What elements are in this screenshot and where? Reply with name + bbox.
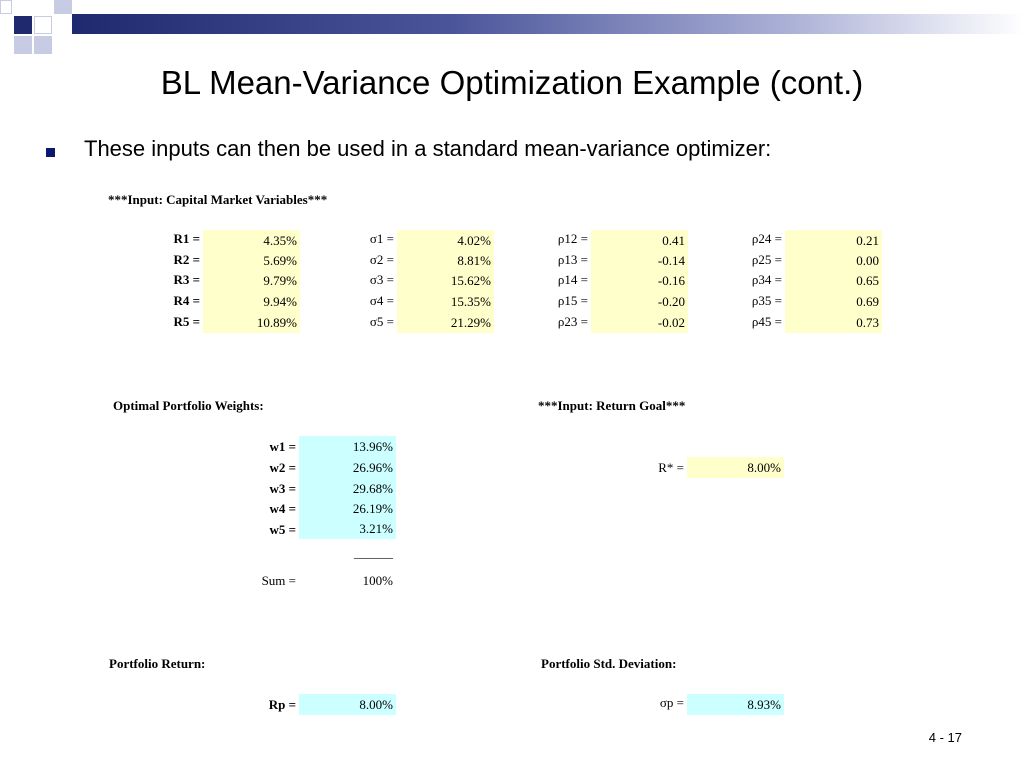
sum-label: Sum = bbox=[261, 573, 296, 588]
return-label: R5 = bbox=[173, 314, 200, 329]
weight-label: w4 = bbox=[269, 501, 296, 516]
return-label: R1 = bbox=[173, 231, 200, 246]
return-value: 9.94% bbox=[203, 291, 300, 312]
weight-value: 29.68% bbox=[299, 478, 396, 499]
slide-title: BL Mean-Variance Optimization Example (cont.) bbox=[160, 64, 864, 101]
weights-heading: Optimal Portfolio Weights: bbox=[113, 398, 264, 413]
rho-label: ρ45 = bbox=[751, 314, 782, 329]
sigma-value: 15.62% bbox=[397, 270, 494, 291]
rho-label: ρ34 = bbox=[751, 272, 782, 287]
rho-value: 0.41 bbox=[591, 230, 688, 251]
rho-value: -0.20 bbox=[591, 291, 688, 312]
portfolio-return-label: Rp = bbox=[268, 697, 296, 712]
rho-value: -0.14 bbox=[591, 250, 688, 271]
return-value: 10.89% bbox=[203, 312, 300, 333]
sigma-label: σ1 = bbox=[369, 231, 394, 246]
weight-value: 26.19% bbox=[299, 498, 396, 519]
rho-value: 0.21 bbox=[785, 230, 882, 251]
return-goal-value: 8.00% bbox=[687, 457, 784, 478]
weight-label: w5 = bbox=[269, 522, 296, 537]
sum-separator: ______ bbox=[354, 545, 393, 560]
rho-value: 0.65 bbox=[785, 270, 882, 291]
weight-value: 26.96% bbox=[299, 457, 396, 478]
weight-label: w3 = bbox=[269, 481, 296, 496]
weight-label: w2 = bbox=[269, 460, 296, 475]
bullet-square-icon bbox=[46, 148, 55, 157]
sigma-value: 15.35% bbox=[397, 291, 494, 312]
sigma-label: σ3 = bbox=[369, 272, 394, 287]
return-value: 4.35% bbox=[203, 230, 300, 251]
return-goal-label: R* = bbox=[658, 460, 684, 475]
rho-value: 0.73 bbox=[785, 312, 882, 333]
sigma-value: 4.02% bbox=[397, 230, 494, 251]
rho-value: 0.00 bbox=[785, 250, 882, 271]
rho-label: ρ24 = bbox=[751, 231, 782, 246]
portfolio-return-value: 8.00% bbox=[299, 694, 396, 715]
sum-value: 100% bbox=[362, 573, 393, 588]
return-goal-heading: ***Input: Return Goal*** bbox=[538, 398, 686, 413]
weight-label: w1 = bbox=[269, 439, 296, 454]
return-value: 5.69% bbox=[203, 250, 300, 271]
header-gradient-bar bbox=[72, 14, 1024, 34]
weight-value: 3.21% bbox=[299, 518, 396, 539]
sigma-label: σ5 = bbox=[369, 314, 394, 329]
return-label: R4 = bbox=[173, 293, 200, 308]
capital-market-heading: ***Input: Capital Market Variables*** bbox=[108, 192, 328, 207]
portfolio-std-value: 8.93% bbox=[687, 694, 784, 715]
rho-value: 0.69 bbox=[785, 291, 882, 312]
page-number: 4 - 17 bbox=[928, 730, 962, 745]
rho-label: ρ15 = bbox=[557, 293, 588, 308]
rho-label: ρ25 = bbox=[751, 252, 782, 267]
rho-value: -0.02 bbox=[591, 312, 688, 333]
portfolio-std-heading: Portfolio Std. Deviation: bbox=[541, 656, 677, 671]
decorative-corner-squares bbox=[0, 0, 80, 64]
return-value: 9.79% bbox=[203, 270, 300, 291]
rho-label: ρ13 = bbox=[557, 252, 588, 267]
rho-value: -0.16 bbox=[591, 270, 688, 291]
sigma-value: 8.81% bbox=[397, 250, 494, 271]
rho-label: ρ12 = bbox=[557, 231, 588, 246]
rho-label: ρ14 = bbox=[557, 272, 588, 287]
sigma-label: σ2 = bbox=[369, 252, 394, 267]
rho-label: ρ35 = bbox=[751, 293, 782, 308]
sigma-value: 21.29% bbox=[397, 312, 494, 333]
portfolio-std-label: σp = bbox=[659, 695, 684, 710]
rho-label: ρ23 = bbox=[557, 314, 588, 329]
portfolio-return-heading: Portfolio Return: bbox=[109, 656, 206, 671]
sigma-label: σ4 = bbox=[369, 293, 394, 308]
return-label: R3 = bbox=[173, 272, 200, 287]
weight-value: 13.96% bbox=[299, 436, 396, 457]
bullet-text: These inputs can then be used in a standard mean-variance optimizer: bbox=[84, 136, 772, 161]
return-label: R2 = bbox=[173, 252, 200, 267]
